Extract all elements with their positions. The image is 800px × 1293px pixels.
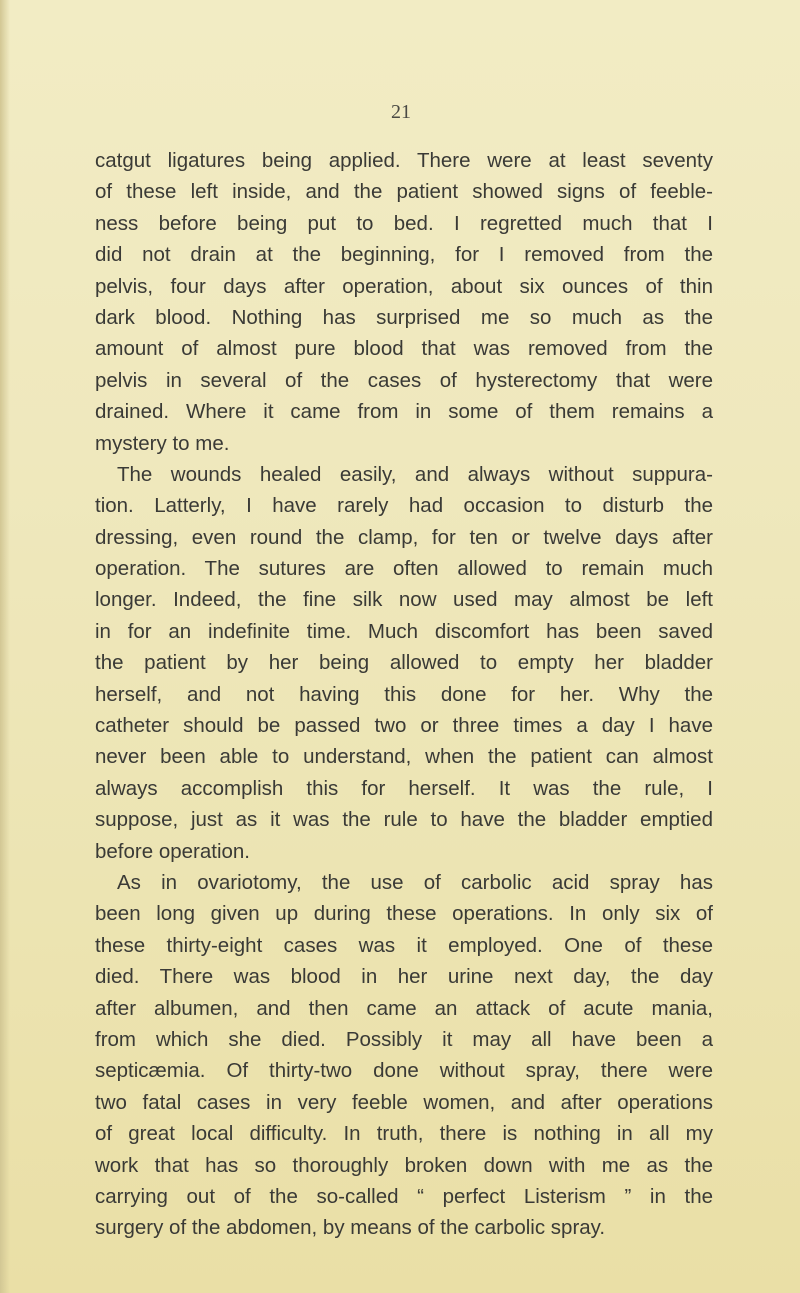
- text-line: in for an indefinite time. Much discomfort has been saved: [95, 619, 713, 643]
- text-line: catgut ligatures being applied. There were at least seventy: [95, 149, 713, 172]
- text-line: longer. Indeed, the fine silk now used may almost be left: [95, 588, 713, 612]
- page-number: 21: [391, 101, 411, 123]
- text-line: drained. Where it came from in some of them remains a: [95, 400, 713, 424]
- text-line: pelvis in several of the cases of hysterectomy that were: [95, 368, 713, 392]
- text-line: carrying out of the so-called “ perfect Listerism ” in the: [95, 1184, 713, 1208]
- text-line: before operation.: [95, 839, 251, 863]
- text-line: two fatal cases in very feeble women, and after operations: [95, 1090, 713, 1114]
- body-text: [95, 145, 713, 1244]
- text-line: the patient by her being allowed to empty her bladder: [95, 651, 713, 675]
- text-line: dark blood. Nothing has surprised me so much as the: [95, 305, 713, 329]
- text-line: did not drain at the beginning, for I removed from the: [95, 243, 713, 267]
- text-line: surgery of the abdomen, by means of the carbolic spray.: [95, 1216, 606, 1240]
- text-line: of these left inside, and the patient showed signs of feeble-: [95, 180, 713, 204]
- text-line: suppose, just as it was the rule to have the bladder emptied: [95, 808, 713, 832]
- text-line: As in ovariotomy, the use of carbolic acid spray has: [117, 870, 713, 894]
- text-line: pelvis, four days after operation, about six ounces of thin: [95, 274, 713, 298]
- text-line: from which she died. Possibly it may all have been a: [95, 1027, 713, 1051]
- text-line: tion. Latterly, I have rarely had occasion to disturb the: [95, 494, 713, 518]
- text-line: of great local difficulty. In truth, there is nothing in all my: [95, 1122, 713, 1146]
- text-line: these thirty-eight cases was it employed. One of these: [95, 933, 713, 957]
- text-line: after albumen, and then came an attack of acute mania,: [95, 996, 713, 1020]
- text-line: dressing, even round the clamp, for ten or twelve days after: [95, 525, 713, 549]
- text-line: herself, and not having this done for her. Why the: [95, 682, 713, 706]
- text-line: catheter should be passed two or three times a day I have: [95, 714, 713, 738]
- text-line: work that has so thoroughly broken down with me as the: [95, 1153, 713, 1177]
- text-line: The wounds healed easily, and always without suppura-: [117, 462, 713, 486]
- text-line: amount of almost pure blood that was removed from the: [95, 337, 713, 361]
- text-line: died. There was blood in her urine next day, the day: [95, 965, 713, 989]
- text-line: operation. The sutures are often allowed to remain much: [95, 557, 713, 581]
- text-line: always accomplish this for herself. It was the rule, I: [95, 776, 713, 800]
- text-line: never been able to understand, when the patient can almost: [95, 745, 713, 769]
- text-line: been long given up during these operations. In only six of: [95, 902, 713, 926]
- text-line: ness before being put to bed. I regretted much that I: [95, 211, 713, 235]
- text-line: mystery to me.: [95, 431, 230, 455]
- text-line: septicæmia. Of thirty-two done without spray, there were: [95, 1059, 713, 1083]
